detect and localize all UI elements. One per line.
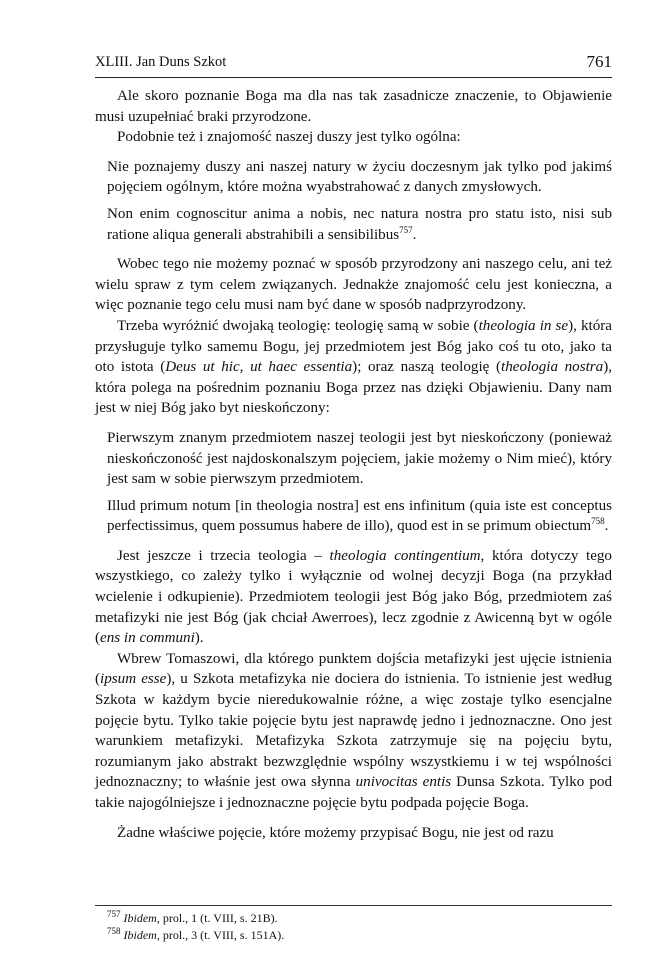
- p4-italic-3: theologia nostra: [501, 359, 604, 376]
- quote-latin-2-text: Illud primum notum [in theologia nostra] est ens infinitum (quia iste est conceptus perfectissimus, quem possumus habere de illo), quod est in se primum obiectum: [107, 497, 612, 535]
- p4-italic-2: Deus ut hic, ut haec essentia: [165, 359, 353, 376]
- footnote-758: [107, 927, 284, 944]
- p4-text-4: ), która polega na pośrednim poznaniu Boga przez nas dzięki Objawieniu. Dany nam jest w niej Bóg jako byt nieskończony:: [95, 359, 613, 417]
- p6-text-3: Dunsa Szkota. Tylko pod takie najogólniejsze i jednoznaczne pojęcie bytu podpada pojęcie Boga.: [95, 774, 612, 811]
- quote-latin-2: Illud primum notum [in theologia nostra] est ens infinitum (quia iste est conceptus perfectissimus, quem possumus habere de illo), quod est in se primum obiectum$^{758}$.: [107, 497, 612, 535]
- p4-italic-1: theologia in se: [478, 317, 569, 334]
- footnote-ref-757: 757: [399, 224, 413, 235]
- footnotes: [107, 910, 284, 943]
- p5-text-3: ).: [194, 630, 204, 647]
- p6-text-1: Wbrew Tomaszowi, dla którego punktem dojścia metafizyki jest ujęcie istnienia (: [95, 650, 612, 688]
- p5-italic-2: ens in communi: [100, 630, 195, 647]
- p6-text-2: ), u Szkota metafizyka nie dociera do istnienia. To istnienie jest według Szkota w każdym bycie nieredukowalnie różne, a więc zostaje tylko esencjalne pojęcie bytu. Tylko takie pojęcie bytu jest naprawdę jedno i jednoznaczne. Ono jest warunkiem metafizyki. Metafizyka Szkota zatrzymuje się na pojęciu bytu, rozumianym jako abstrakt bezwzględnie wspólny wszystkiemu i w tej wspólności jednoznaczny; to właśnie jest owa słynna: [95, 671, 613, 791]
- p4-text-2: ), która przysługuje tylko samemu Bogu, jej przedmiotem jest Bóg jako coś tu oto, jako ta oto istota (: [95, 317, 613, 376]
- footnote-text: , prol., 1 (t. VIII, s. 21B).: [156, 911, 278, 925]
- header-rule: [95, 77, 612, 78]
- footnote-number: 758: [107, 925, 121, 936]
- paragraph-2: Podobnie też i znajomość naszej duszy jest tylko ogólna:: [117, 129, 461, 146]
- paragraph-6: [95, 649, 612, 814]
- paragraph-7: Żadne właściwe pojęcie, które możemy przypisać Bogu, nie jest od razu: [117, 824, 554, 841]
- quote-polish-2: Pierwszym znanym przedmiotem naszej teologii jest byt nieskończony (ponieważ nieskończoność jest najdoskonalszym pojęciem, jakie możemy o Nim mieć), który jest sam w sobie pierwszym przedmiotem.: [107, 429, 612, 488]
- footnote-rule: [95, 905, 612, 906]
- p5-text-2: , która dotyczy tego wszystkiego, co zależy tylko i wyłącznie od wolnej decyzji Boga (na przykład wcielenie i odkupienie). Przedmiotem teologii jest Bóg jako Bóg, przedmiotem zaś metafizyki nie jest Bóg (jak chciał Awerroes), lecz zgodnie z Awicenną byt w ogóle (: [95, 547, 612, 647]
- main-text: [95, 86, 612, 843]
- p4-text-3: ); oraz naszą teologię (: [352, 359, 501, 376]
- footnote-number: 757: [107, 909, 121, 919]
- paragraph-1: Ale skoro poznanie Boga ma dla nas tak zasadnicze znaczenie, to Objawienie musi uzupełniać braki przyrodzone.: [95, 88, 612, 125]
- quote-latin-1: Non enim cognoscitur anima a nobis, nec natura nostra pro statu isto, nisi sub ratione aliqua generali abstrahibili a sensibilibus$^{757}$.: [107, 205, 612, 243]
- p5-text-1: Jest jeszcze i trzecia teologia –: [117, 547, 330, 564]
- paragraph-4: [95, 316, 612, 419]
- p6-italic-2: univocitas entis: [355, 774, 452, 791]
- footnote-757: [107, 910, 284, 927]
- running-title: XLIII. Jan Duns Szkot: [95, 54, 227, 70]
- footnote-ref-758: 758: [591, 516, 605, 527]
- page-number: 761: [586, 52, 612, 71]
- footnote-ref-italic: Ibidem: [123, 927, 157, 942]
- paragraph-5: [95, 546, 612, 649]
- p4-text-1: Trzeba wyróżnić dwojaką teologię: teologię samą w sobie (: [117, 317, 479, 334]
- p5-italic-1: theologia contingentium: [329, 547, 481, 564]
- paragraph-3: Wobec tego nie możemy poznać w sposób przyrodzony ani naszego celu, ani też wielu spraw z tym celem związanych. Jednakże znajomość celu jest konieczna, a więc poznanie tego celu musi nam być dane w sposób nadprzyrodzony.: [95, 256, 612, 314]
- quote-latin-1-text: Non enim cognoscitur anima a nobis, nec natura nostra pro statu isto, nisi sub ratione aliqua generali abstrahibili a sensibilibus: [107, 205, 612, 243]
- p6-italic-1: ipsum esse: [100, 671, 167, 688]
- running-header: [95, 54, 612, 76]
- footnote-ref-italic: Ibidem: [123, 911, 157, 925]
- footnote-text: , prol., 3 (t. VIII, s. 151A).: [156, 927, 285, 942]
- quote-polish-1: Nie poznajemy duszy ani naszej natury w życiu doczesnym jak tylko pod jakimś pojęciem ogólnym, które można wyabstrahować z danych zmysłowych.: [107, 158, 612, 196]
